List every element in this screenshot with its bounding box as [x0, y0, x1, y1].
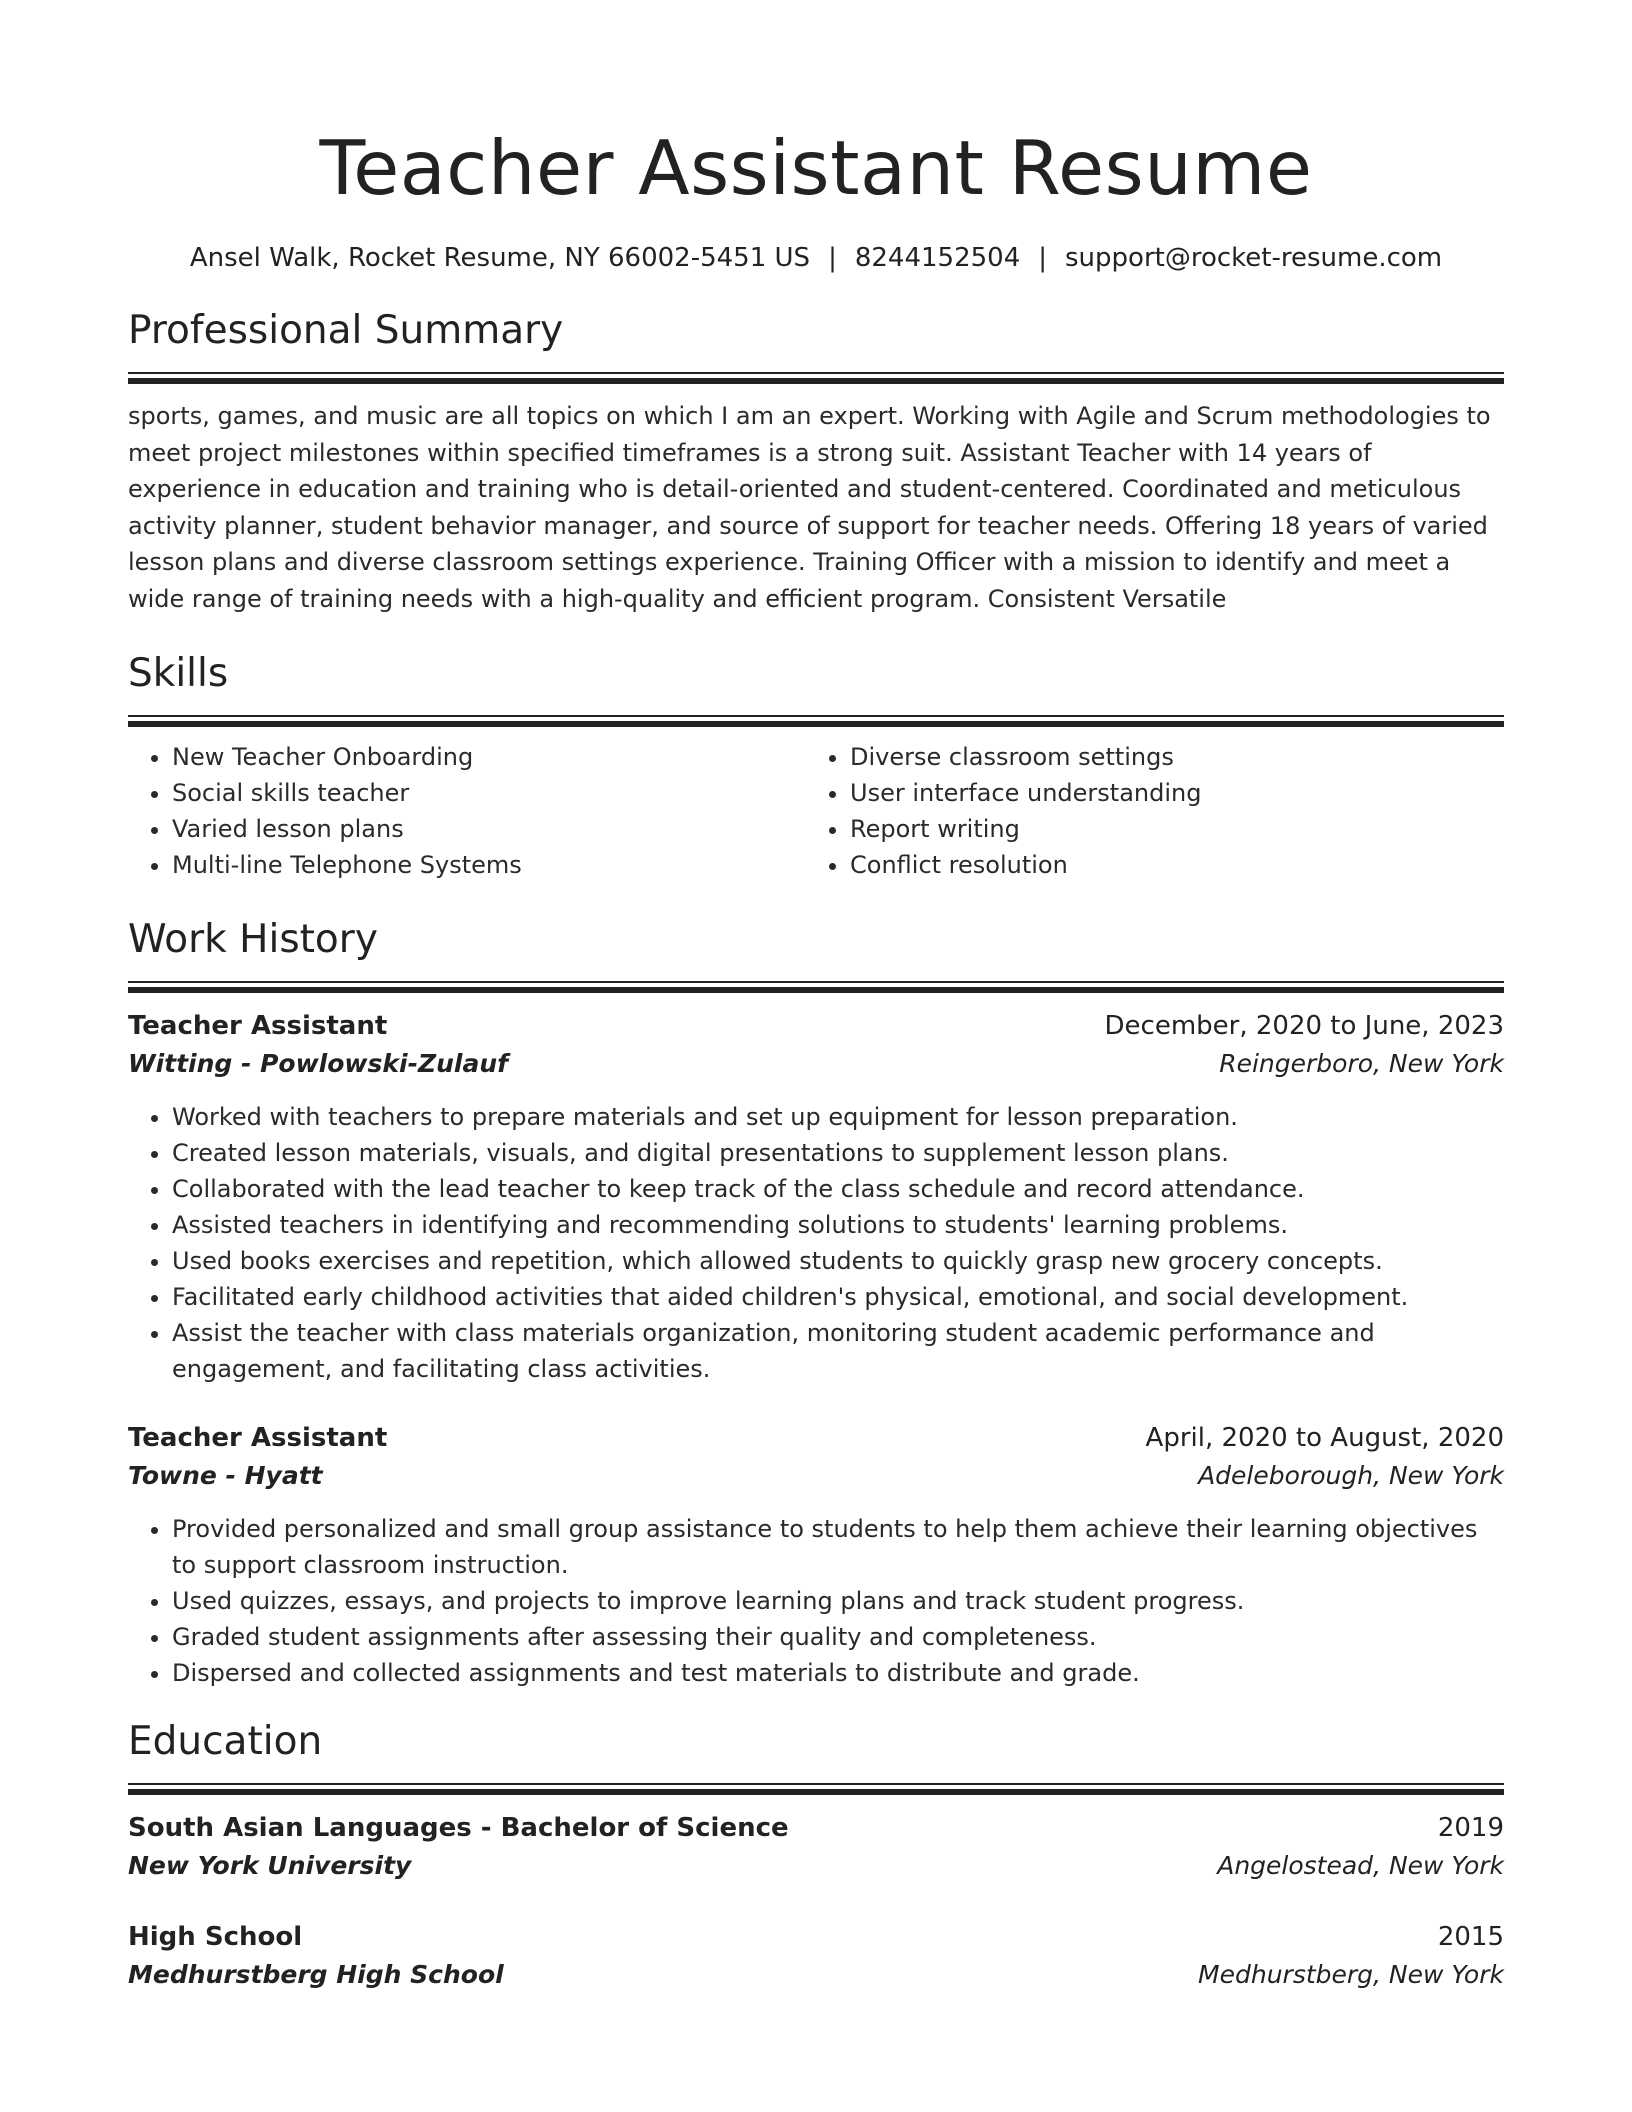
job-entry: [128, 1419, 1504, 1691]
job-bullet: • Used quizzes, essays, and projects to improve learning plans and track student progress.: [172, 1583, 1504, 1619]
job-bullet: • Provided personalized and small group assistance to students to help them achieve their learning objectives to support classroom instruction.: [172, 1511, 1504, 1583]
education-school: Medhurstberg High School: [128, 1960, 504, 1989]
job-title: Teacher Assistant: [128, 1011, 388, 1041]
job-dates: December, 2020 to June, 2023: [1104, 1011, 1504, 1041]
job-location: Adeleborough, New York: [1198, 1461, 1504, 1490]
skill-item: • Conflict resolution: [850, 847, 1484, 883]
education-degree: South Asian Languages - Bachelor of Science: [128, 1813, 789, 1843]
job-header-row: [128, 1419, 1504, 1457]
summary-section: [128, 306, 1504, 617]
job-bullet: • Assisted teachers in identifying and recommending solutions to students' learning problems.: [172, 1207, 1504, 1243]
job-bullet: • Dispersed and collected assignments and test materials to distribute and grade.: [172, 1655, 1504, 1691]
section-divider: [128, 981, 1504, 993]
summary-text: sports, games, and music are all topics on which I am an expert. Working with Agile and Scrum methodologies to meet project milestones within specified timeframes is a strong suit. Assistant Teacher with 14 years of experience in education and training who is detail-oriented and student-centered. Coordinated and meticulous activity planner, student behavior manager, and source of support for teacher needs. Offering 18 years of varied lesson plans and diverse classroom settings experience. Training Officer with a mission to identify and meet a wide range of training needs with a high-quality and efficient program. Consistent Versatile: [128, 402, 1491, 613]
page-title: Teacher Assistant Resume: [319, 124, 1313, 212]
education-location: Medhurstberg, New York: [1198, 1960, 1504, 1989]
job-location: Reingerboro, New York: [1219, 1049, 1504, 1078]
job-bullet: • Created lesson materials, visuals, and digital presentations to supplement lesson plans.: [172, 1135, 1504, 1171]
education-year: 2015: [1437, 1922, 1504, 1952]
education-location: Angelostead, New York: [1217, 1851, 1504, 1880]
skills-columns: [128, 739, 1504, 883]
section-heading-work-history: Work History: [128, 917, 378, 962]
contact-separator: |: [1038, 243, 1048, 273]
job-bullet: • Collaborated with the lead teacher to keep track of the class schedule and record attendance.: [172, 1171, 1504, 1207]
education-year: 2019: [1437, 1813, 1504, 1843]
skills-list-left: [128, 739, 806, 883]
skill-item: • Report writing: [850, 811, 1484, 847]
job-company-row: [128, 1045, 1504, 1083]
section-divider: [128, 715, 1504, 727]
education-entry: [128, 1918, 1504, 1994]
job-header-row: [128, 1007, 1504, 1045]
contact-line: [128, 240, 1504, 276]
skill-item: • New Teacher Onboarding: [172, 739, 806, 775]
education-section: [128, 1717, 1504, 1994]
job-bullets: [128, 1099, 1504, 1387]
contact-address: Ansel Walk, Rocket Resume, NY 66002-5451 US: [189, 243, 811, 273]
job-company-row: [128, 1457, 1504, 1495]
education-school: New York University: [128, 1851, 412, 1880]
job-bullet: • Facilitated early childhood activities that aided children's physical, emotional, and social development.: [172, 1279, 1504, 1315]
work-history-section: [128, 915, 1504, 1691]
job-bullet: • Assist the teacher with class materials organization, monitoring student academic performance and engagement, and facilitating class activities.: [172, 1315, 1504, 1387]
education-degree-row: [128, 1809, 1504, 1847]
skill-item: • Diverse classroom settings: [850, 739, 1484, 775]
job-title: Teacher Assistant: [128, 1423, 388, 1453]
job-bullet: • Used books exercises and repetition, which allowed students to quickly grasp new grocery concepts.: [172, 1243, 1504, 1279]
skills-list-right: [806, 739, 1484, 883]
skill-item: • Varied lesson plans: [172, 811, 806, 847]
education-degree: High School: [128, 1922, 303, 1952]
job-bullets: [128, 1511, 1504, 1691]
education-school-row: [128, 1847, 1504, 1885]
section-heading-summary: Professional Summary: [128, 308, 564, 353]
education-entry: [128, 1809, 1504, 1885]
job-company: Towne - Hyatt: [128, 1461, 323, 1490]
contact-separator: |: [828, 243, 837, 273]
section-heading-skills: Skills: [128, 651, 229, 696]
job-company: Witting - Powlowski-Zulauf: [128, 1049, 509, 1078]
job-bullet: • Graded student assignments after assessing their quality and completeness.: [172, 1619, 1504, 1655]
education-school-row: [128, 1956, 1504, 1994]
section-divider: [128, 1783, 1504, 1795]
job-entry: [128, 1007, 1504, 1387]
section-heading-education: Education: [128, 1719, 323, 1764]
resume-page: [128, 0, 1504, 1994]
skill-item: • Multi-line Telephone Systems: [172, 847, 806, 883]
contact-phone: 8244152504: [854, 243, 1021, 273]
job-bullet: • Worked with teachers to prepare materials and set up equipment for lesson preparation.: [172, 1099, 1504, 1135]
skill-item: • Social skills teacher: [172, 775, 806, 811]
skills-section: [128, 649, 1504, 883]
contact-email: support@rocket-resume.com: [1065, 243, 1443, 273]
job-dates: April, 2020 to August, 2020: [1145, 1423, 1504, 1453]
skill-item: • User interface understanding: [850, 775, 1484, 811]
education-degree-row: [128, 1918, 1504, 1956]
section-divider: [128, 372, 1504, 384]
